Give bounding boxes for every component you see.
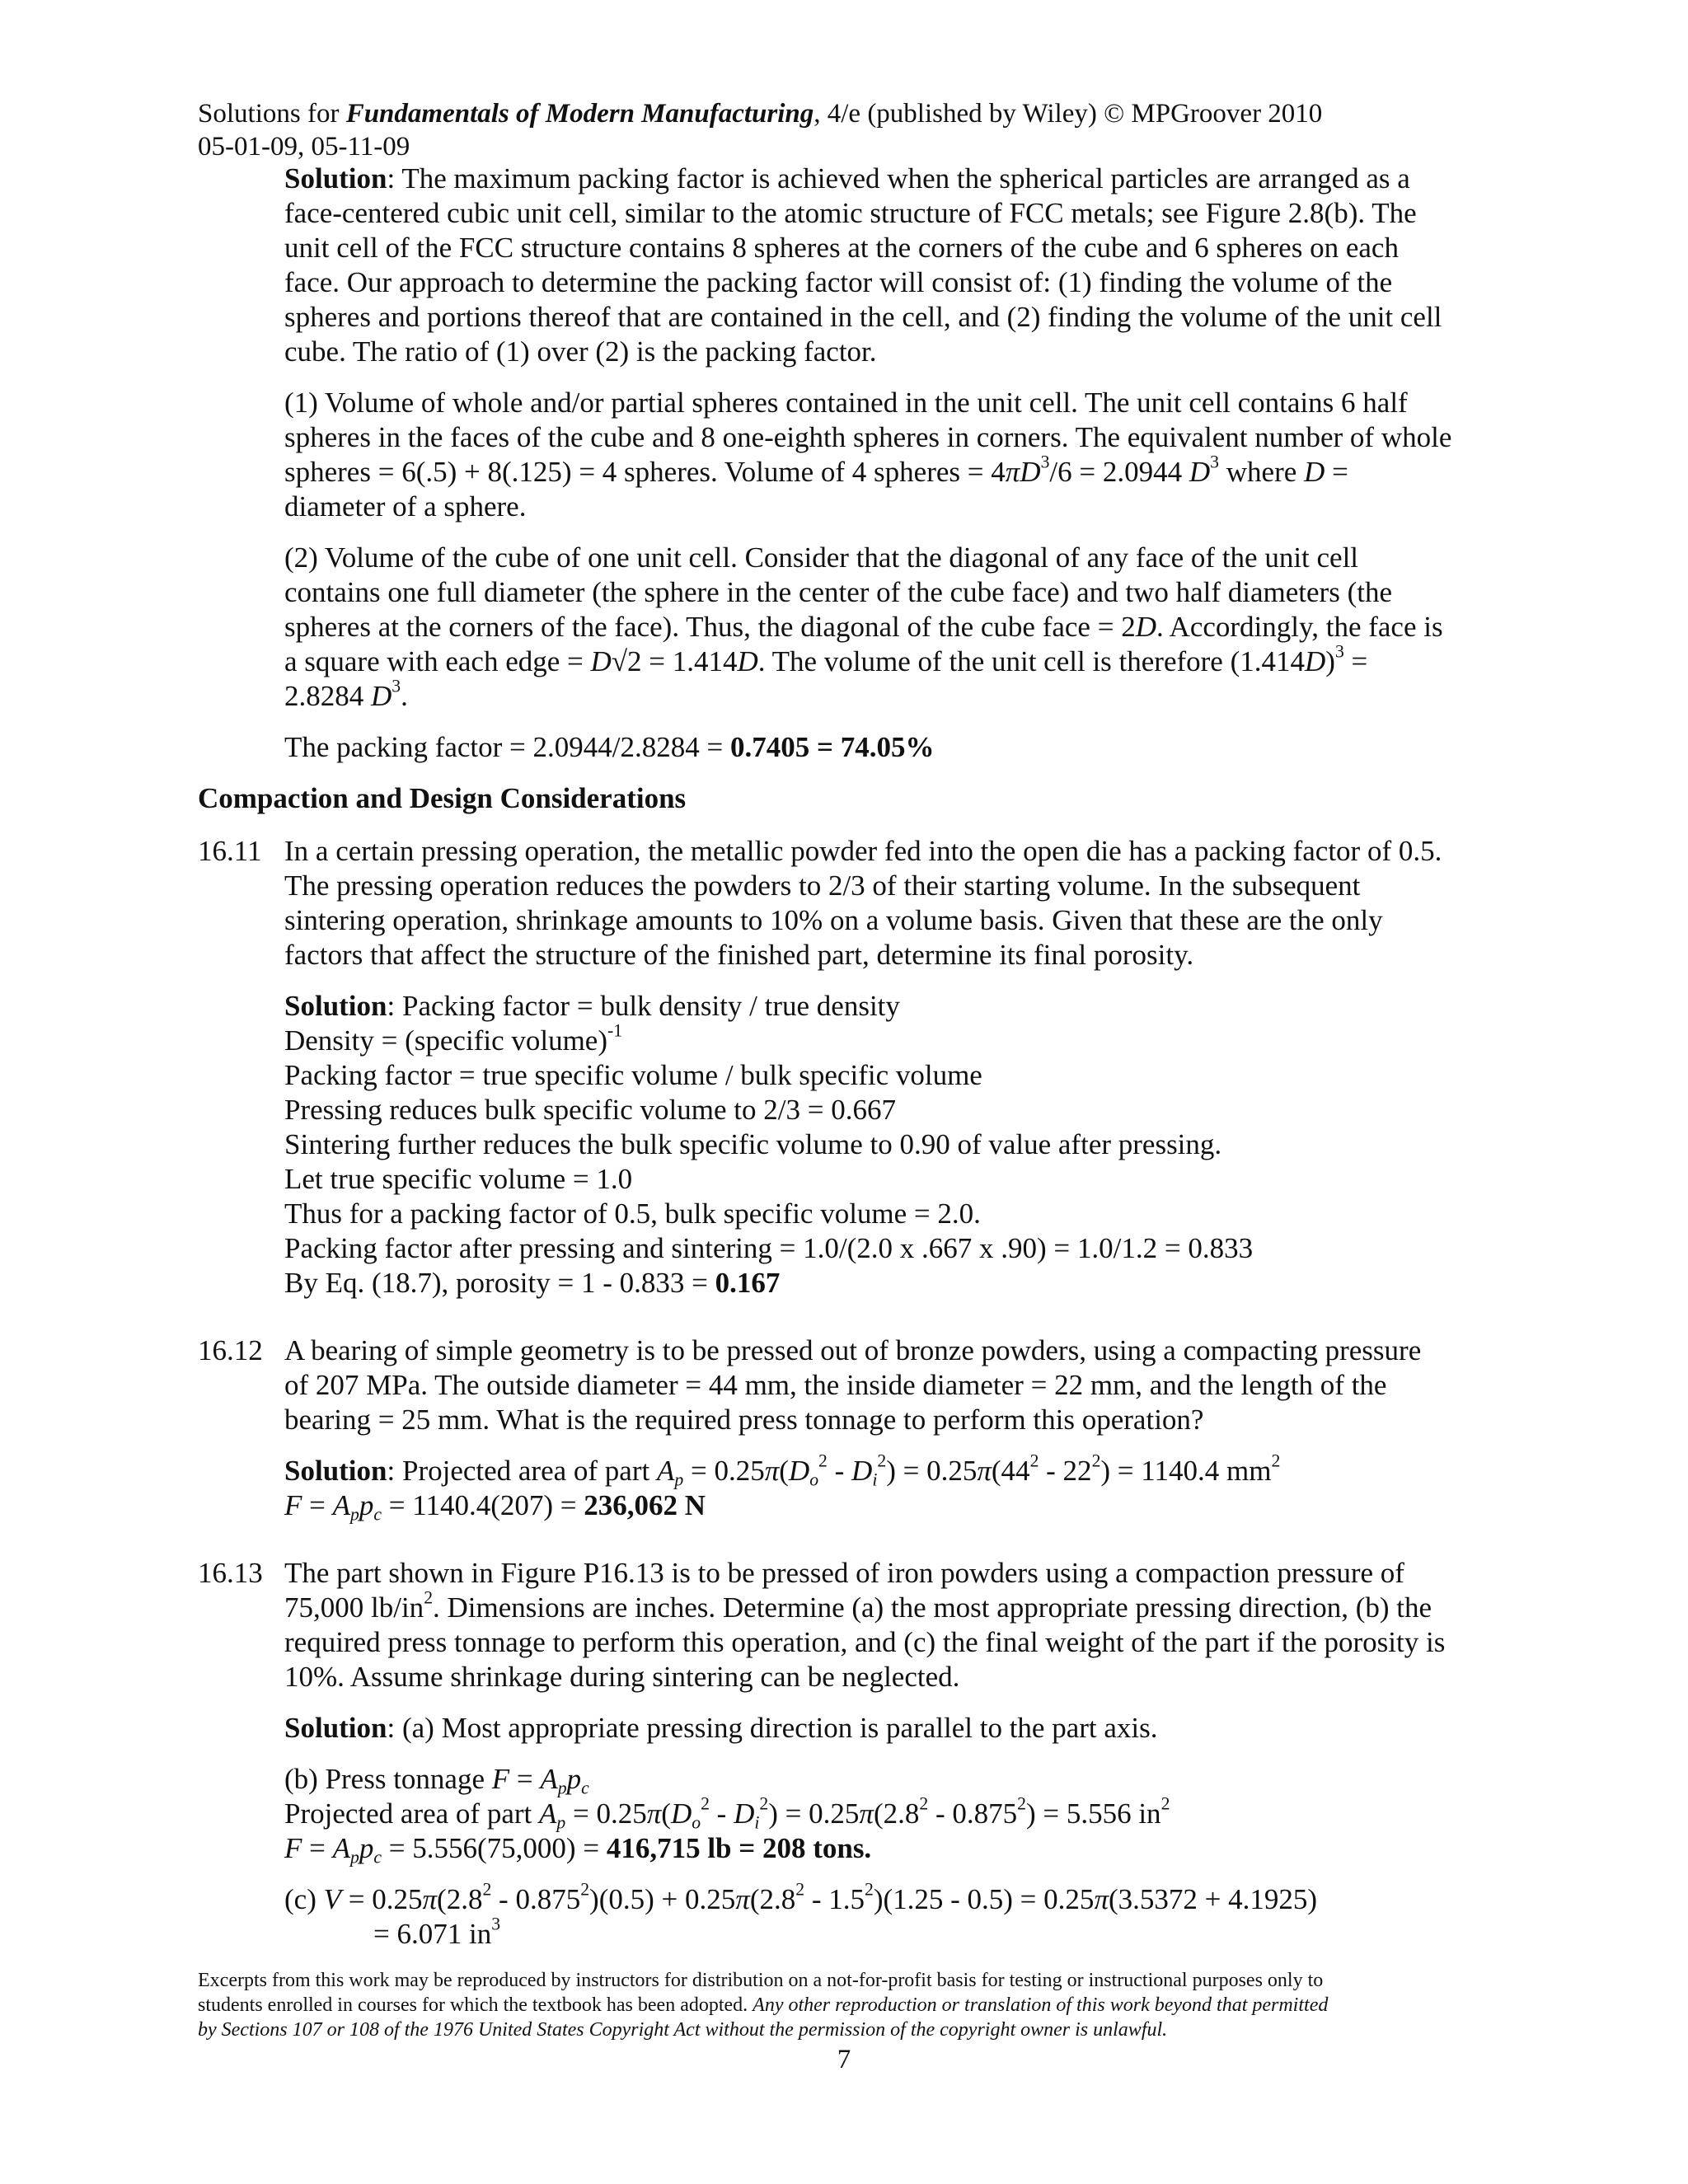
solution-part-1: (1) Volume of whole and/or partial spheres contained in the unit cell. The unit cell contains 6 half spheres in the faces of the cube and 8 one-eighth spheres in corners. The equivalent number of whole spheres = 6(.5) + 8(.125) = 4 spheres. Volume of 4 spheres = $4\pi D^3/6 = 2.0944$ $D^3$ where D = diameter of a sphere. (284, 387, 1452, 523)
header-line-1: Solutions for Fundamentals of Modern Manufacturing, 4/e (published by Wiley) © MPGroover 2010 (198, 99, 1323, 129)
book-title: Fundamentals of Modern Manufacturing (345, 99, 814, 129)
problem-number: 16.11 (198, 835, 262, 867)
problem-statement: In a certain pressing operation, the metallic powder fed into the open die has a packing factor of 0.5. The pressing operation reduces the powders to 2/3 of their starting volume. In the subsequent sintering operation, shrinkage amounts to 10% on a volume basis. Given that these are the only factors that affect the structure of the finished part, determine its final porosity. (284, 835, 1442, 971)
problem-number: 16.13 (198, 1557, 263, 1589)
solution-part-c: (c) $V = 0.25\pi(2.8^2 - 0.875^2)(0.5) + 0.25\pi(2.8^2 - 1.5^2)(1.25 - 0.5) = 0.25\pi(3.5372 + 4.1925)$ = 6.071 $in^3$ (284, 1879, 1318, 1950)
solution-label: Solution (284, 162, 387, 194)
problem-16-13 (198, 1556, 1517, 1968)
solution-part-2: (2) Volume of the cube of one unit cell. Consider that the diagonal of any face of the unit cell contains one full diameter (the sphere in the center of the cube face) and two half diameters (the spheres at the corners of the face). Thus, the diagonal of the cube face = 2D. Accordingly, the face is a square with each edge = D√2 = 1.414D. The volume of the unit cell is therefore $(1.414D)^3$ = 2.8284 $D^3$. (284, 541, 1443, 712)
problem-statement: A bearing of simple geometry is to be pressed out of bronze powders, using a compacting pressure of 207 MPa. The outside diameter = 44 mm, the inside diameter = 22 mm, and the length of the bearing = 25 mm. What is the required press tonnage to perform this operation? (284, 1334, 1422, 1436)
copyright-footer: Excerpts from this work may be reproduced by instructors for distribution on a not-for-profit basis for testing or instructional purposes only to students enrolled in courses for which the textbook has been adopted. Any other reproduction or translation of this work beyond that permitted by Sections 107 or 108 of the 1976 United States Copyright Act without the permission of the copyright owner is unlawful. (198, 1970, 1329, 2041)
page-header (198, 97, 1533, 163)
problem-number: 16.12 (198, 1334, 263, 1366)
problem-16-12 (198, 1333, 1517, 1540)
problem-16-11 (198, 834, 1517, 1317)
solution-packing-factor (284, 162, 1517, 765)
section-title: Compaction and Design Considerations (198, 782, 687, 814)
page-number: 7 (837, 2045, 851, 2074)
page-body (198, 162, 1517, 1985)
solution-part-b: (b) Press tonnage $F = A_pp_c$ Projected area of part $A_p = 0.25\pi(D_o^2 - D_i^2) = 0.25\pi(2.8^2 - 0.875^2) = 5.556$ $in^2$ $F = A_pp_c = 5.556(75,000) = 416,715$ lb = 208 tons. (284, 1763, 1170, 1868)
problem-statement: The part shown in Figure P16.13 is to be pressed of iron powders using a compaction pressure of 75,000 $lb/in^2$. Dimensions are inches. Determine (a) the most appropriate pressing direction, (b) the required press tonnage to perform this operation, and (c) the final weight of the part if the porosity is 10%. Assume shrinkage during sintering can be neglected. (284, 1557, 1446, 1693)
problem-solution: Solution: Packing factor = bulk density / true density Density = (specific volume)$^{-1}$ Packing factor = true specific volume / bulk specific volume Pressing reduces bulk specific volume to 2/3 = 0.667 Sintering further reduces the bulk specific volume to 0.90 of value after pressing. Let true specific volume = 1.0 Thus for a packing factor of 0.5, bulk specific volume = 2.0. Packing factor after pressing and sintering = 1.0/(2.0 x .667 x .90) = 1.0/1.2 = 0.833 By Eq. (18.7), porosity = 1 - 0.833 = 0.167 (284, 990, 1254, 1299)
solution-part-a: Solution: (a) Most appropriate pressing direction is parallel to the part axis. (284, 1712, 1158, 1744)
solution-intro: Solution: The maximum packing factor is achieved when the spherical particles are arranged as a face-centered cubic unit cell, similar to the atomic structure of FCC metals; see Figure 2.8(b). The unit cell of the FCC structure contains 8 spheres at the corners of the cube and 6 spheres on each face. Our approach to determine the packing factor will consist of: (1) finding the volume of the spheres and portions thereof that are contained in the cell, and (2) finding the volume of the unit cell cube. The ratio of (1) over (2) is the packing factor. (284, 162, 1442, 368)
problem-solution: Solution: Projected area of part $A_p = 0.25\pi(D_o^2 - D_i^2) = 0.25\pi(44^2 - 22^2) = 1140.4$ $mm^2$ $F = A_pp_c = 1140.4(207) = 236,062$ N (284, 1451, 1281, 1525)
header-dates: 05-01-09, 05-11-09 (198, 132, 410, 162)
packing-factor-result: The packing factor = 2.0944/2.8284 = 0.7405 = 74.05% (284, 731, 935, 763)
